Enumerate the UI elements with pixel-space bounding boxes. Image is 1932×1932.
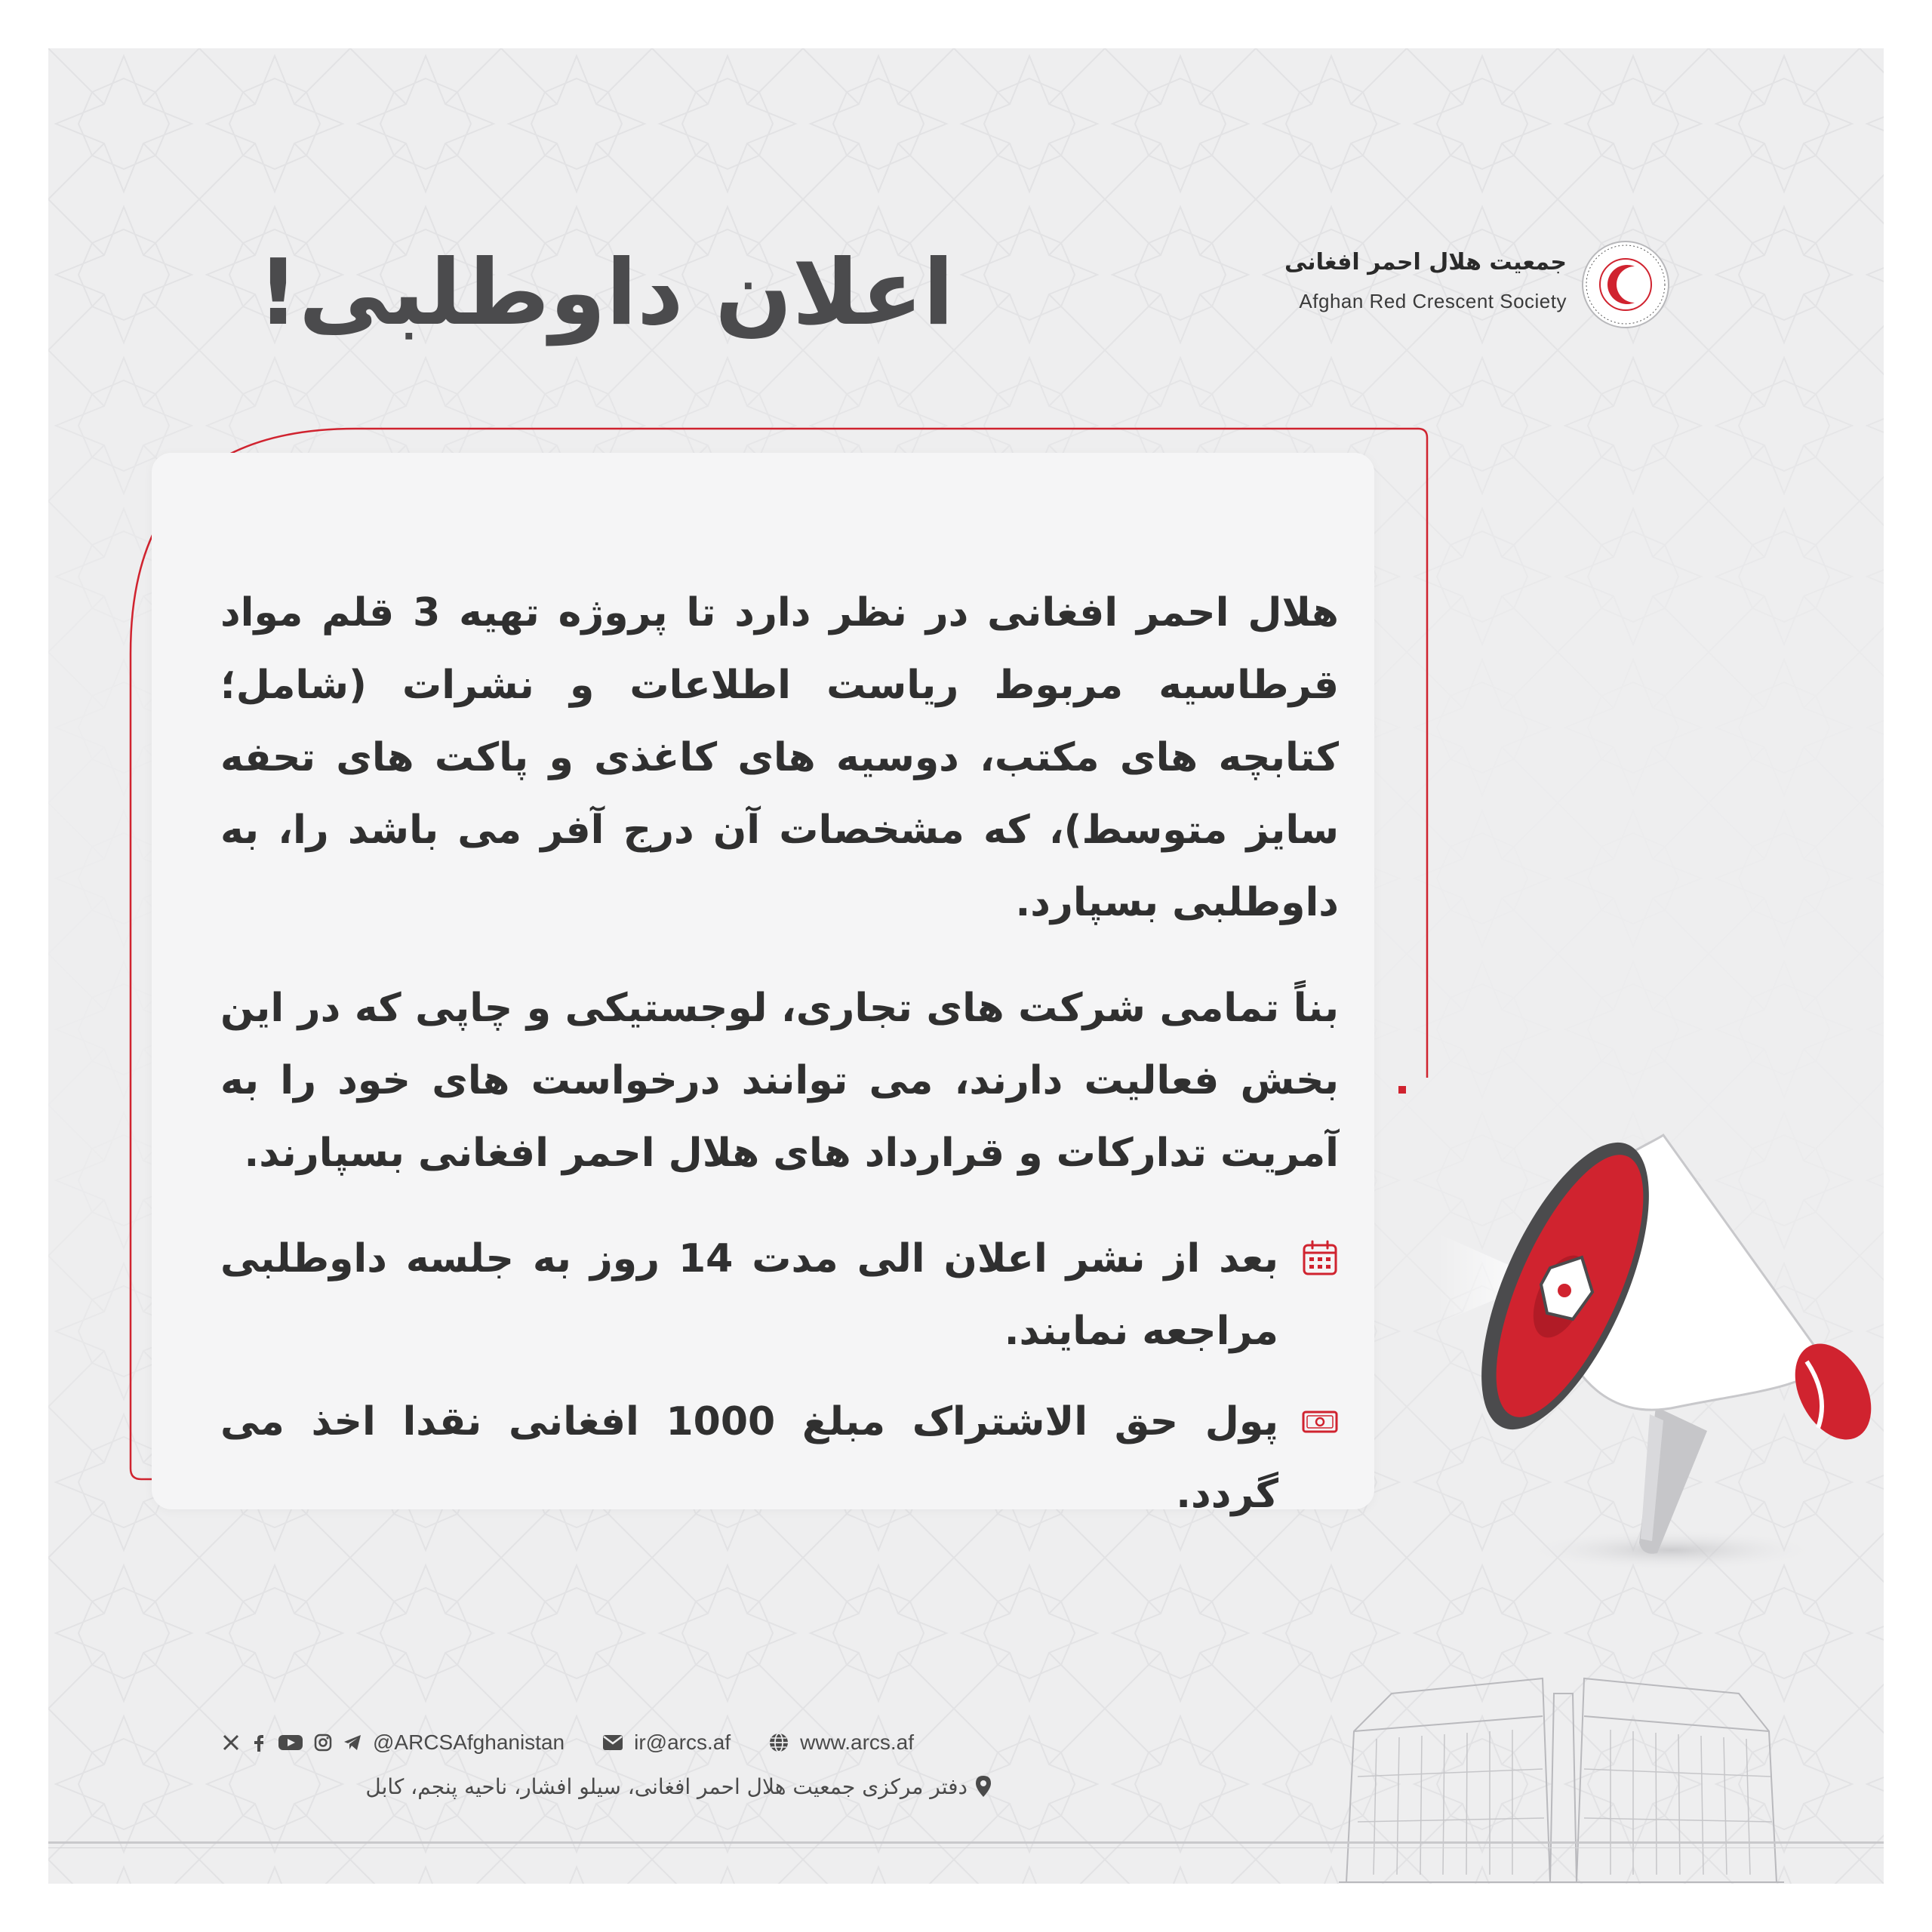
facebook-icon[interactable]: [251, 1733, 267, 1752]
social-handle[interactable]: @ARCSAfghanistan: [373, 1730, 565, 1754]
headquarters-building-illustration: [1324, 1663, 1792, 1884]
announcement-body: [220, 577, 1339, 1549]
x-twitter-icon[interactable]: [222, 1734, 240, 1752]
poster-canvas: [48, 48, 1884, 1884]
bullet-deadline-text: بعد از نشر اعلان الی مدت 14 روز به جلسه داوطلبی مراجعه نمایند.: [220, 1236, 1278, 1354]
money-icon: [1301, 1402, 1339, 1440]
bullet-fee: [220, 1386, 1339, 1531]
red-crescent-logo-icon: [1580, 239, 1671, 330]
email-icon: [602, 1734, 623, 1751]
footer: [222, 1724, 992, 1814]
ground-line-thin: [48, 1847, 1884, 1848]
calendar-icon: [1301, 1239, 1339, 1277]
footer-contact-row: [222, 1724, 992, 1761]
accent-dot: [1398, 1086, 1406, 1094]
website-url[interactable]: www.arcs.af: [800, 1730, 915, 1754]
office-address: دفتر مرکزی جمعیت هلال احمر افغانی، سیلو افشار، ناحیه پنجم، کابل: [365, 1774, 968, 1799]
paragraph-intro: هلال احمر افغانی در نظر دارد تا پروژه تهیه 3 قلم مواد قرطاسیه مربوط ریاست اطلاعات و نشرات (شامل؛ کتابچه های مکتب، دوسیه های کاغذی و پاکت های تحفه سایز متوسط)، که مشخصات آن درج آفر می باشد را، به داوطلبی بسپارد.: [220, 590, 1339, 925]
megaphone-illustration: [1414, 1090, 1882, 1588]
brand-header: [1233, 228, 1671, 341]
ground-line: [48, 1841, 1884, 1844]
brand-name-persian: جمعیت هلال احمر افغانی: [1284, 249, 1567, 275]
paragraph-eligibility: بناً تمامی شرکت های تجاری، لوجستیکی و چاپی که در این بخش فعالیت دارند، می توانند درخواست های خود را به آمریت تدارکات و قرارداد های هلال احمر افغانی بسپارند.: [220, 986, 1339, 1176]
location-pin-icon: [975, 1775, 992, 1798]
youtube-icon[interactable]: [278, 1734, 303, 1752]
page-title: اعلان داوطلبی!: [257, 241, 954, 346]
bullet-fee-text: پول حق الاشتراک مبلغ 1000 افغانی نقدا اخذ می گردد.: [220, 1399, 1278, 1517]
bullet-deadline: [220, 1223, 1339, 1367]
telegram-icon[interactable]: [343, 1734, 362, 1752]
email-address[interactable]: ir@arcs.af: [634, 1730, 731, 1754]
globe-icon: [768, 1732, 789, 1753]
brand-name-english: Afghan Red Crescent Society: [1299, 290, 1567, 312]
instagram-icon[interactable]: [314, 1734, 332, 1752]
footer-address-row: [365, 1767, 992, 1805]
